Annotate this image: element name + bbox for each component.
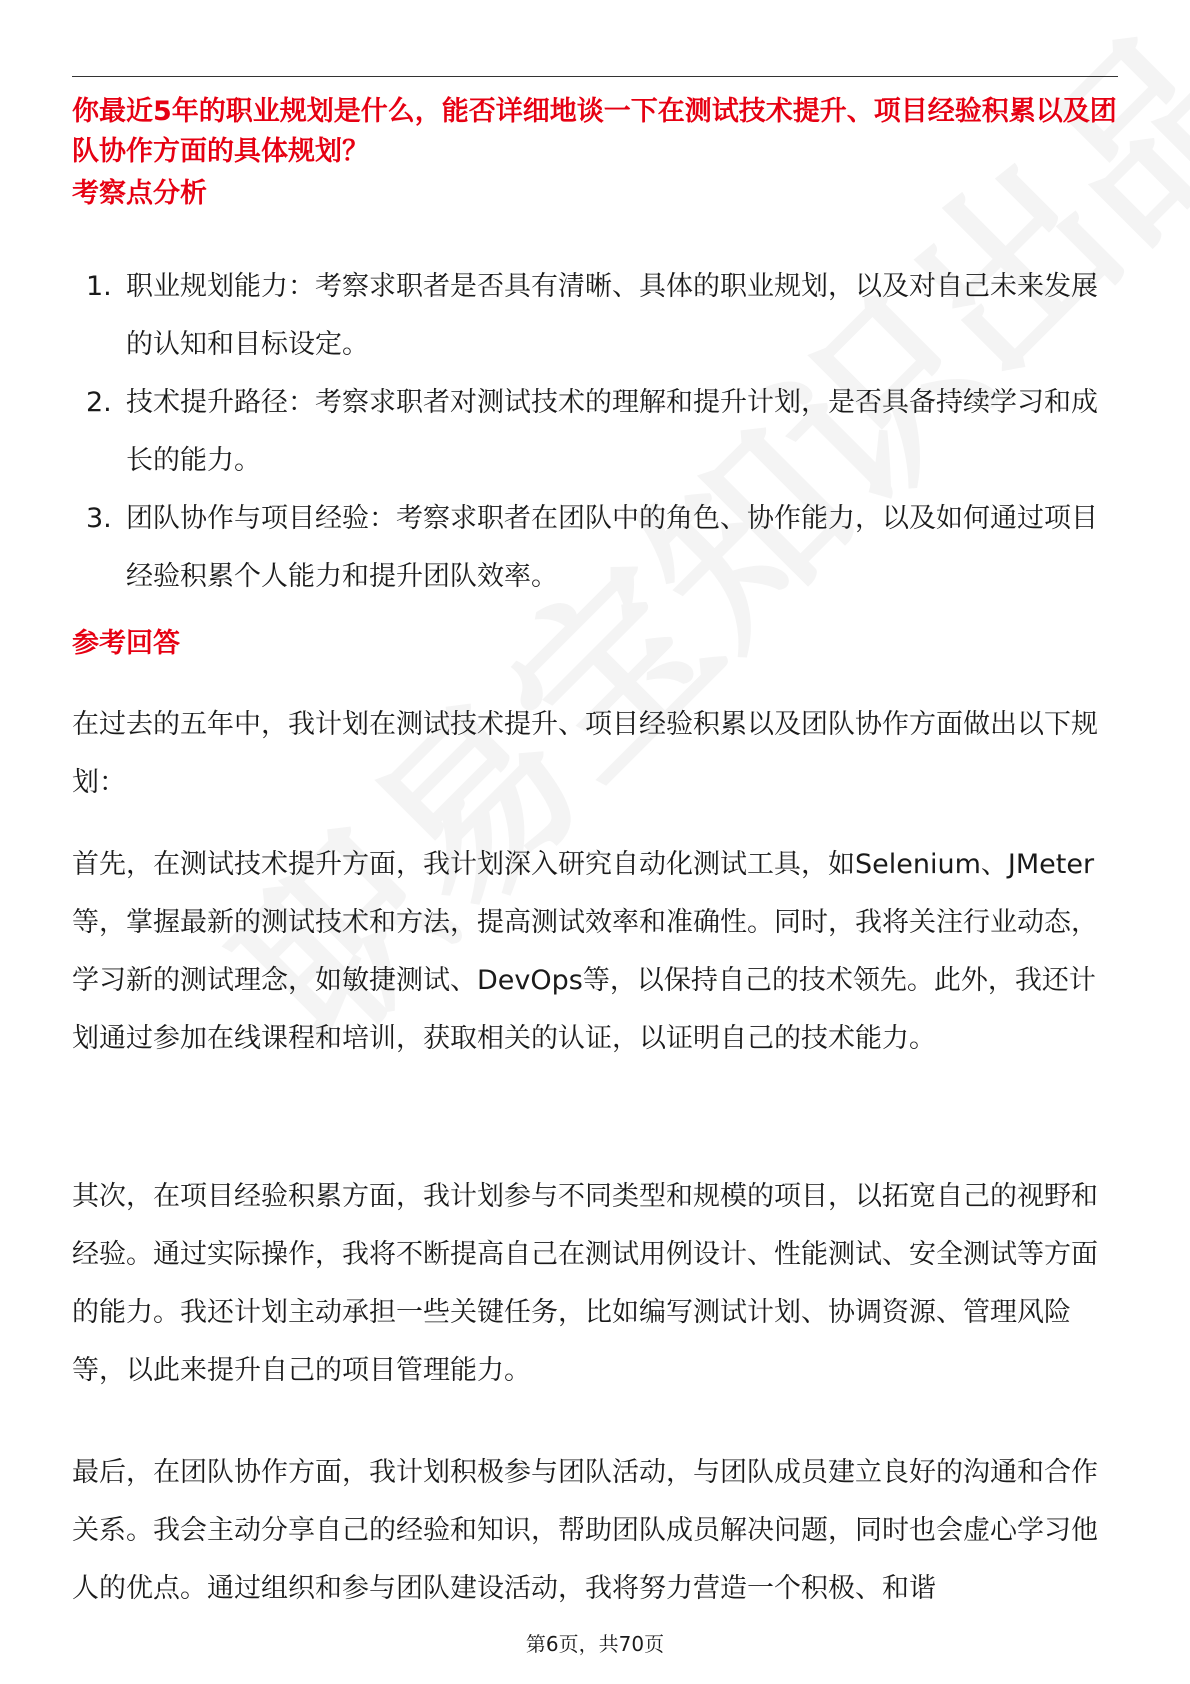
analysis-list <box>72 258 1118 606</box>
list-item <box>72 258 1118 374</box>
answer-paragraph: 最后，在团队协作方面，我计划积极参与团队活动，与团队成员建立良好的沟通和合作关系。我会主动分享自己的经验和知识，帮助团队成员解决问题，同时也会虚心学习他人的优点。通过组织和参与团队建设活动，我将努力营造一个积极、和谐 <box>72 1457 1098 1604</box>
answer-paragraph: 在过去的五年中，我计划在测试技术提升、项目经验积累以及团队协作方面做出以下规划： <box>72 709 1098 798</box>
list-number: 1. <box>86 271 112 302</box>
list-text: 团队协作与项目经验：考察求职者在团队中的角色、协作能力，以及如何通过项目经验积累个人能力和提升团队效率。 <box>126 503 1098 592</box>
list-text: 技术提升路径：考察求职者对测试技术的理解和提升计划，是否具备持续学习和成长的能力。 <box>126 387 1098 476</box>
list-number: 3. <box>86 503 112 534</box>
list-item <box>72 374 1118 490</box>
analysis-title: 考察点分析 <box>72 178 207 209</box>
list-text: 职业规划能力：考察求职者是否具有清晰、具体的职业规划，以及对自己未来发展的认知和目标设定。 <box>126 271 1098 360</box>
answer-paragraph: 首先，在测试技术提升方面，我计划深入研究自动化测试工具，如Selenium、JMeter等，掌握最新的测试技术和方法，提高测试效率和准确性。同时，我将关注行业动态，学习新的测试理念，如敏捷测试、DevOps等，以保持自己的技术领先。此外，我还计划通过参加在线课程和培训，获取相关的认证，以证明自己的技术能力。 <box>72 849 1098 1054</box>
list-item <box>72 490 1118 606</box>
answer-paragraph: 其次，在项目经验积累方面，我计划参与不同类型和规模的项目，以拓宽自己的视野和经验。通过实际操作，我将不断提高自己在测试用例设计、性能测试、安全测试等方面的能力。我还计划主动承担一些关键任务，比如编写测试计划、协调资源、管理风险等，以此来提升自己的项目管理能力。 <box>72 1181 1098 1386</box>
page-footer: 第6页，共70页 <box>525 1632 665 1656</box>
list-number: 2. <box>86 387 112 418</box>
answer-title: 参考回答 <box>72 628 180 659</box>
top-divider <box>72 76 1118 77</box>
question-heading: 你最近5年的职业规划是什么，能否详细地谈一下在测试技术提升、项目经验积累以及团队协作方面的具体规划？ <box>72 96 1117 167</box>
